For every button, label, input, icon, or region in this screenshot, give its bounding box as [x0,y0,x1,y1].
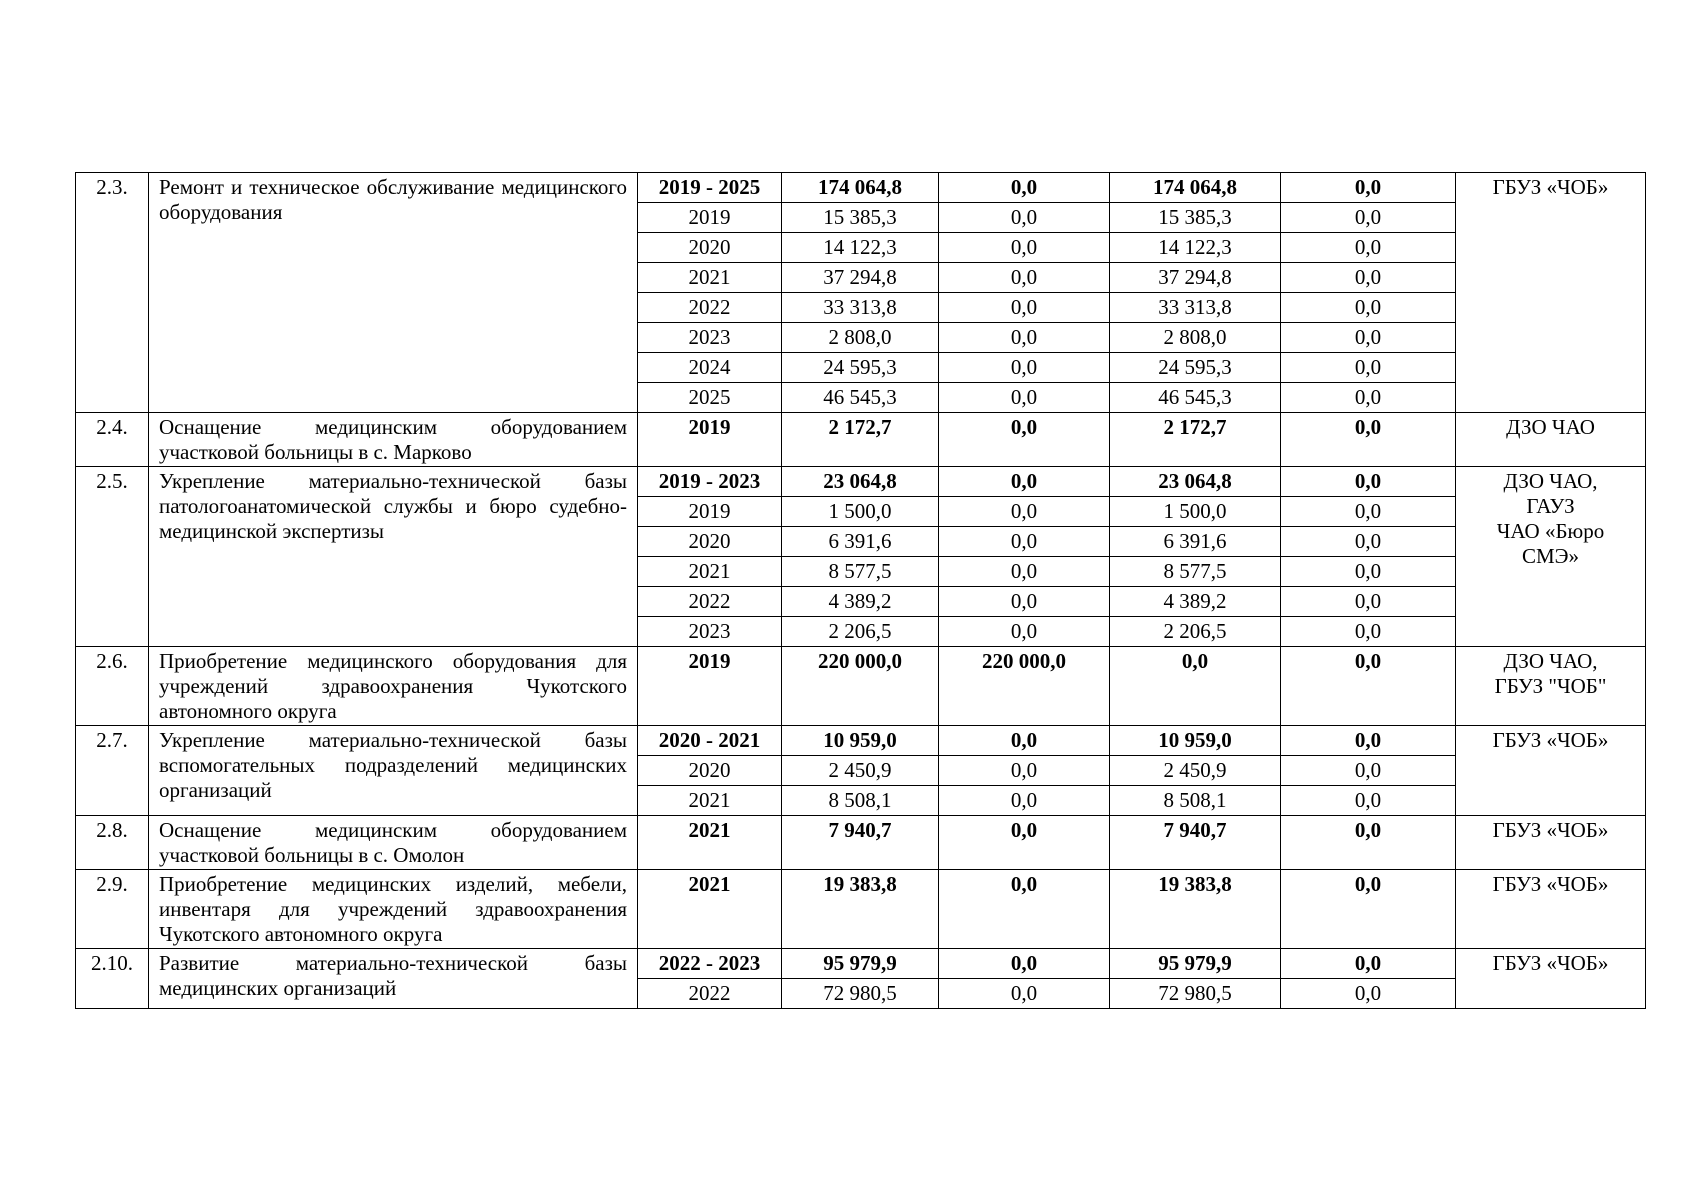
period-cell: 2022 [638,293,782,323]
federal-budget-cell: 220 000,0 [939,647,1110,726]
federal-budget-cell: 0,0 [939,726,1110,756]
federal-budget-cell: 0,0 [939,353,1110,383]
federal-budget-cell: 0,0 [939,203,1110,233]
regional-budget-cell: 23 064,8 [1110,467,1281,497]
row-number: 2.3. [76,173,149,413]
executor-label: ДЗО ЧАО, ГАУЗ ЧАО «Бюро СМЭ» [1496,469,1605,568]
federal-budget-cell: 0,0 [939,233,1110,263]
period-cell: 2019 - 2023 [638,467,782,497]
executor-cell [1456,816,1646,870]
other-sources-cell: 0,0 [1281,979,1456,1009]
other-sources-cell: 0,0 [1281,527,1456,557]
federal-budget-cell: 0,0 [939,870,1110,949]
regional-budget-cell: 37 294,8 [1110,263,1281,293]
executor-label: ДЗО ЧАО, ГБУЗ "ЧОБ" [1494,649,1607,698]
period-cell: 2019 [638,647,782,726]
total-cell: 33 313,8 [782,293,939,323]
period-cell: 2021 [638,870,782,949]
period-cell: 2019 [638,413,782,467]
other-sources-cell: 0,0 [1281,173,1456,203]
total-cell: 95 979,9 [782,949,939,979]
regional-budget-cell: 6 391,6 [1110,527,1281,557]
other-sources-cell: 0,0 [1281,726,1456,756]
executor-cell [1456,647,1646,726]
period-cell: 2021 [638,557,782,587]
regional-budget-cell: 2 206,5 [1110,617,1281,647]
row-number: 2.9. [76,870,149,949]
measure-title: Приобретение медицинских изделий, мебели, инвентаря для учреждений здравоохранения Чукотского автономного округа [149,870,638,949]
total-cell: 2 172,7 [782,413,939,467]
measure-title: Оснащение медицинским оборудованием участковой больницы в с. Омолон [149,816,638,870]
federal-budget-cell: 0,0 [939,173,1110,203]
total-cell: 15 385,3 [782,203,939,233]
period-cell: 2021 [638,786,782,816]
row-number: 2.8. [76,816,149,870]
regional-budget-cell: 8 508,1 [1110,786,1281,816]
federal-budget-cell: 0,0 [939,557,1110,587]
executor-cell [1456,949,1646,1009]
total-cell: 8 508,1 [782,786,939,816]
row-number: 2.5. [76,467,149,647]
executor-label: ДЗО ЧАО [1506,415,1595,439]
total-cell: 37 294,8 [782,263,939,293]
total-cell: 46 545,3 [782,383,939,413]
other-sources-cell: 0,0 [1281,587,1456,617]
federal-budget-cell: 0,0 [939,979,1110,1009]
total-cell: 8 577,5 [782,557,939,587]
measure-title: Оснащение медицинским оборудованием участковой больницы в с. Марково [149,413,638,467]
federal-budget-cell: 0,0 [939,293,1110,323]
period-cell: 2023 [638,323,782,353]
executor-label: ГБУЗ «ЧОБ» [1492,951,1609,975]
other-sources-cell: 0,0 [1281,413,1456,467]
period-cell: 2021 [638,263,782,293]
federal-budget-cell: 0,0 [939,587,1110,617]
table-row [76,413,1646,467]
regional-budget-cell: 15 385,3 [1110,203,1281,233]
period-cell: 2022 [638,587,782,617]
period-cell: 2022 [638,979,782,1009]
federal-budget-cell: 0,0 [939,383,1110,413]
table-row [76,949,1646,979]
measure-title: Укрепление материально-технической базы вспомогательных подразделений медицинских организаций [149,726,638,816]
regional-budget-cell: 8 577,5 [1110,557,1281,587]
regional-budget-cell: 2 808,0 [1110,323,1281,353]
measure-title: Укрепление материально-технической базы патологоанатомической службы и бюро судебно-медицинской экспертизы [149,467,638,647]
federal-budget-cell: 0,0 [939,617,1110,647]
measure-title: Развитие материально-технической базы медицинских организаций [149,949,638,1009]
executor-cell [1456,173,1646,413]
total-cell: 14 122,3 [782,233,939,263]
measure-title: Ремонт и техническое обслуживание медицинского оборудования [149,173,638,413]
period-cell: 2019 [638,497,782,527]
table-row [76,726,1646,756]
table-row [76,647,1646,726]
executor-cell [1456,413,1646,467]
regional-budget-cell: 33 313,8 [1110,293,1281,323]
federal-budget-cell: 0,0 [939,497,1110,527]
executor-label: ГБУЗ «ЧОБ» [1492,728,1609,752]
period-cell: 2022 - 2023 [638,949,782,979]
other-sources-cell: 0,0 [1281,497,1456,527]
regional-budget-cell: 1 500,0 [1110,497,1281,527]
executor-cell [1456,467,1646,647]
total-cell: 24 595,3 [782,353,939,383]
budget-table [75,172,1646,1009]
period-cell: 2024 [638,353,782,383]
total-cell: 4 389,2 [782,587,939,617]
total-cell: 220 000,0 [782,647,939,726]
total-cell: 2 808,0 [782,323,939,353]
period-cell: 2019 [638,203,782,233]
executor-cell [1456,726,1646,816]
regional-budget-cell: 95 979,9 [1110,949,1281,979]
other-sources-cell: 0,0 [1281,786,1456,816]
regional-budget-cell: 7 940,7 [1110,816,1281,870]
table-row [76,870,1646,949]
period-cell: 2020 - 2021 [638,726,782,756]
other-sources-cell: 0,0 [1281,263,1456,293]
row-number: 2.6. [76,647,149,726]
period-cell: 2021 [638,816,782,870]
regional-budget-cell: 2 450,9 [1110,756,1281,786]
total-cell: 174 064,8 [782,173,939,203]
regional-budget-cell: 2 172,7 [1110,413,1281,467]
measure-title: Приобретение медицинского оборудования для учреждений здравоохранения Чукотского автономного округа [149,647,638,726]
total-cell: 2 206,5 [782,617,939,647]
federal-budget-cell: 0,0 [939,816,1110,870]
other-sources-cell: 0,0 [1281,756,1456,786]
regional-budget-cell: 46 545,3 [1110,383,1281,413]
other-sources-cell: 0,0 [1281,203,1456,233]
federal-budget-cell: 0,0 [939,756,1110,786]
total-cell: 23 064,8 [782,467,939,497]
other-sources-cell: 0,0 [1281,617,1456,647]
federal-budget-cell: 0,0 [939,949,1110,979]
row-number: 2.4. [76,413,149,467]
federal-budget-cell: 0,0 [939,786,1110,816]
period-cell: 2019 - 2025 [638,173,782,203]
regional-budget-cell: 24 595,3 [1110,353,1281,383]
total-cell: 2 450,9 [782,756,939,786]
other-sources-cell: 0,0 [1281,323,1456,353]
regional-budget-cell: 0,0 [1110,647,1281,726]
total-cell: 19 383,8 [782,870,939,949]
regional-budget-cell: 4 389,2 [1110,587,1281,617]
period-cell: 2020 [638,756,782,786]
total-cell: 72 980,5 [782,979,939,1009]
federal-budget-cell: 0,0 [939,413,1110,467]
federal-budget-cell: 0,0 [939,467,1110,497]
other-sources-cell: 0,0 [1281,949,1456,979]
regional-budget-cell: 14 122,3 [1110,233,1281,263]
total-cell: 10 959,0 [782,726,939,756]
federal-budget-cell: 0,0 [939,527,1110,557]
table-row [76,173,1646,203]
executor-label: ГБУЗ «ЧОБ» [1492,872,1609,896]
other-sources-cell: 0,0 [1281,557,1456,587]
executor-label: ГБУЗ «ЧОБ» [1492,818,1609,842]
period-cell: 2020 [638,233,782,263]
federal-budget-cell: 0,0 [939,323,1110,353]
table-body [76,173,1646,1009]
period-cell: 2020 [638,527,782,557]
row-number: 2.10. [76,949,149,1009]
row-number: 2.7. [76,726,149,816]
executor-label: ГБУЗ «ЧОБ» [1492,175,1609,199]
federal-budget-cell: 0,0 [939,263,1110,293]
regional-budget-cell: 72 980,5 [1110,979,1281,1009]
other-sources-cell: 0,0 [1281,467,1456,497]
table-row [76,816,1646,870]
regional-budget-cell: 19 383,8 [1110,870,1281,949]
other-sources-cell: 0,0 [1281,353,1456,383]
total-cell: 1 500,0 [782,497,939,527]
period-cell: 2025 [638,383,782,413]
regional-budget-cell: 10 959,0 [1110,726,1281,756]
total-cell: 6 391,6 [782,527,939,557]
other-sources-cell: 0,0 [1281,233,1456,263]
other-sources-cell: 0,0 [1281,383,1456,413]
regional-budget-cell: 174 064,8 [1110,173,1281,203]
table-row [76,467,1646,497]
other-sources-cell: 0,0 [1281,647,1456,726]
other-sources-cell: 0,0 [1281,293,1456,323]
period-cell: 2023 [638,617,782,647]
total-cell: 7 940,7 [782,816,939,870]
executor-cell [1456,870,1646,949]
other-sources-cell: 0,0 [1281,870,1456,949]
other-sources-cell: 0,0 [1281,816,1456,870]
